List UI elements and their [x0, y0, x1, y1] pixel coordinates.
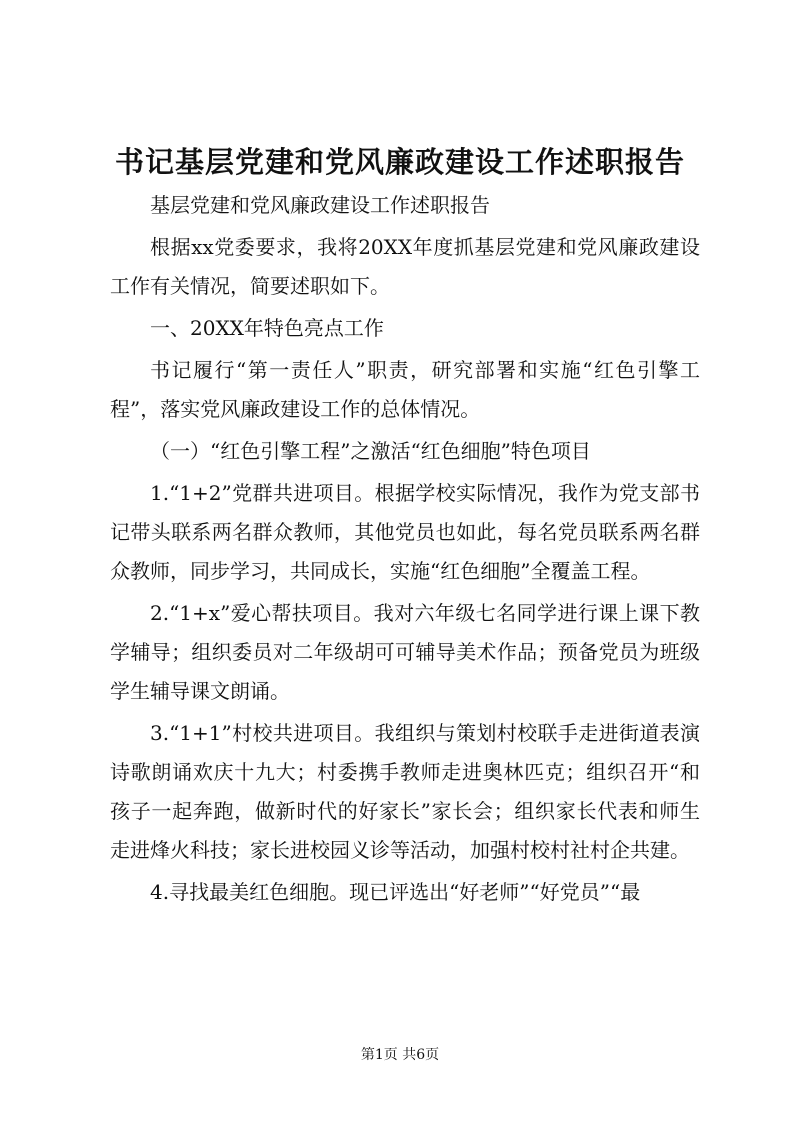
section-heading-1: 一、20XX年特色亮点工作: [150, 316, 384, 340]
paragraph-item-2: 2.“1+x”爱心帮扶项目。我对六年级七名同学进行课上课下教学辅导；组织委员对二年级胡可可辅导美术作品；预备党员为班级学生辅导课文朗诵。: [110, 601, 700, 703]
paragraph-item-3: 3.“1+1”村校共进项目。我组织与策划村校联手走进街道表演诗歌朗诵欢庆十九大；村委携手教师走进奥林匹克；组织召开“和孩子一起奔跑，做新时代的好家长”家长会；组织家长代表和师生走进烽火科技；家长进校园义诊等活动，加强村校村社村企共建。: [110, 721, 700, 862]
subsection-heading-1: （一）“红色引擎工程”之激活“红色细胞”特色项目: [150, 439, 591, 463]
paragraph-item-1: 1.“1+2”党群共进项目。根据学校实际情况，我作为党支部书记带头联系两名群众教师，其他党员也如此，每名党员联系两名群众教师，同步学习，共同成长，实施“红色细胞”全覆盖工程。: [110, 481, 700, 583]
paragraph-subtitle: 基层党建和党风廉政建设工作述职报告: [150, 193, 490, 217]
paragraph-intro: 根据xx党委要求，我将20XX年度抓基层党建和党风廉政建设工作有关情况，简要述职如下。: [110, 235, 700, 298]
page-footer: 第1页 共6页: [360, 1047, 440, 1063]
paragraph-item-4: 4.寻找最美红色细胞。现已评选出“好老师”“好党员”“最: [150, 880, 641, 904]
document-body: [110, 186, 700, 912]
paragraph-responsibility: 书记履行“第一责任人”职责，研究部署和实施“红色引擎工程”，落实党风廉政建设工作的总体情况。: [110, 358, 700, 421]
document-title: 书记基层党建和党风廉政建设工作述职报告: [114, 145, 685, 179]
